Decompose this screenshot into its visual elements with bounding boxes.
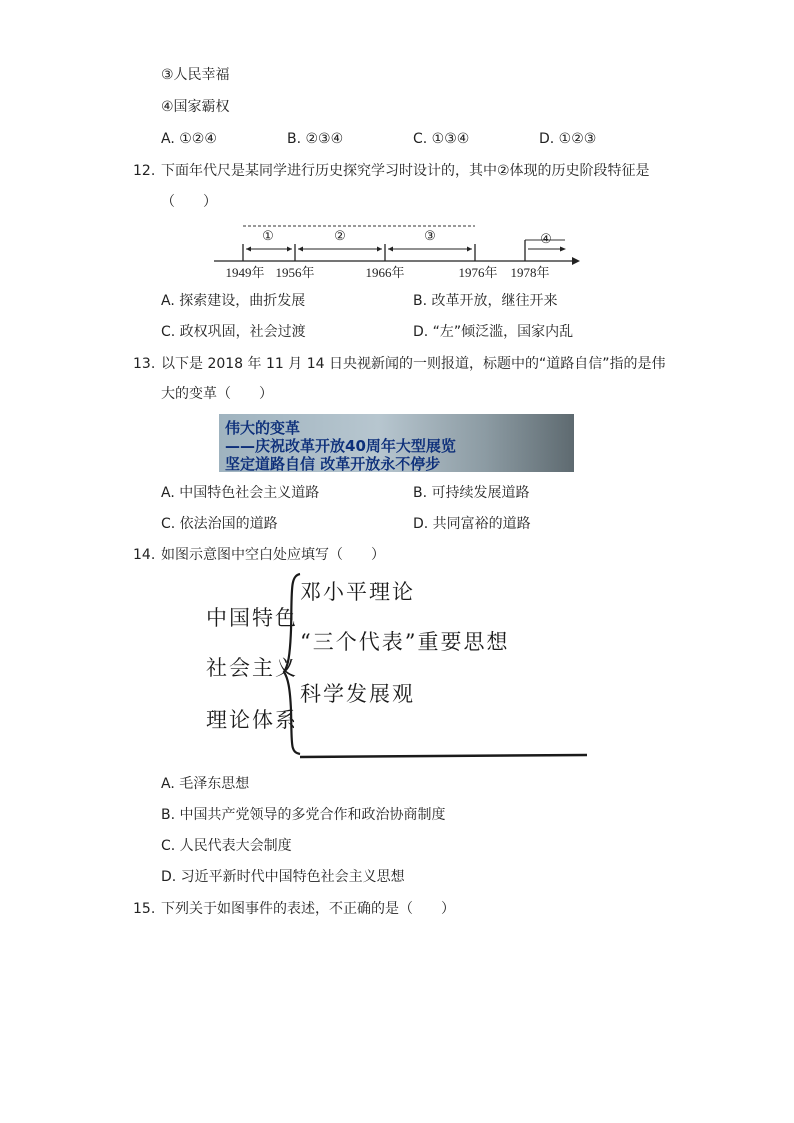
handwritten-diagram [200, 570, 600, 765]
hand-right-line3: 科学发展观 [300, 682, 415, 706]
q11-item-3: ③人民幸福 [161, 67, 230, 83]
q12-stem: 下面年代尺是某同学进行历史探究学习时设计的，其中②体现的历史阶段特征是 [161, 163, 650, 179]
q13-stem-line1: 以下是 2018 年 11 月 14 日央视新闻的一则报道，标题中的“道路自信”指的是伟 [161, 356, 666, 372]
timeline-seg-2: ② [334, 228, 346, 243]
q13-option-d[interactable]: D. 共同富裕的道路 [413, 516, 531, 532]
news-banner-image [219, 414, 574, 472]
q13-option-b[interactable]: B. 可持续发展道路 [413, 485, 530, 501]
hand-right-line2: “三个代表”重要思想 [300, 630, 510, 654]
hand-right-line1: 邓小平理论 [300, 580, 415, 604]
timeline-seg-3: ③ [424, 228, 436, 243]
q11-option-a[interactable]: A. ①②④ [161, 131, 217, 147]
q14-option-c[interactable]: C. 人民代表大会制度 [161, 838, 292, 854]
timeline-year-1966: 1966年 [365, 265, 405, 280]
timeline-seg-4: ④ [540, 231, 552, 246]
q13-option-c[interactable]: C. 依法治国的道路 [161, 516, 278, 532]
q14-number: 14. [133, 547, 156, 563]
q11-item-4: ④国家霸权 [161, 99, 230, 115]
timeline-year-1978: 1978年 [510, 265, 550, 280]
q11-option-c[interactable]: C. ①③④ [413, 131, 470, 147]
q13-number: 13. [133, 356, 156, 372]
timeline-year-1956: 1956年 [275, 265, 315, 280]
hand-left-line1: 中国特色 [206, 606, 298, 630]
q14-option-d[interactable]: D. 习近平新时代中国特色社会主义思想 [161, 869, 405, 885]
q12-option-d[interactable]: D. “左”倾泛滥，国家内乱 [413, 324, 574, 340]
q11-option-d[interactable]: D. ①②③ [539, 131, 597, 147]
hand-left-line2: 社会主义 [206, 656, 298, 680]
q14-option-b[interactable]: B. 中国共产党领导的多党合作和政治协商制度 [161, 807, 446, 823]
q12-option-a[interactable]: A. 探索建设，曲折发展 [161, 293, 306, 309]
q12-answer-paren: （ ） [161, 194, 217, 210]
q15-number: 15. [133, 901, 156, 917]
timeline-year-1976: 1976年 [458, 265, 498, 280]
q13-option-a[interactable]: A. 中国特色社会主义道路 [161, 485, 320, 501]
timeline-seg-1: ① [262, 228, 274, 243]
q14-option-a[interactable]: A. 毛泽东思想 [161, 776, 250, 792]
timeline-year-1949: 1949年 [225, 265, 265, 280]
q14-stem: 如图示意图中空白处应填写（ ） [161, 547, 385, 563]
q12-number: 12. [133, 163, 156, 179]
banner-title: 伟大的变革 [225, 419, 301, 437]
banner-subtitle: ——庆祝改革开放40周年大型展览 [225, 437, 456, 455]
q15-stem: 下列关于如图事件的表述，不正确的是（ ） [161, 901, 455, 917]
timeline-figure [210, 222, 590, 282]
q12-option-c[interactable]: C. 政权巩固，社会过渡 [161, 324, 306, 340]
banner-slogan: 坚定道路自信 改革开放永不停步 [225, 455, 441, 472]
hand-left-line3: 理论体系 [206, 708, 298, 732]
q11-option-b[interactable]: B. ②③④ [287, 131, 344, 147]
q12-option-b[interactable]: B. 改革开放，继往开来 [413, 293, 558, 309]
q13-stem-line2: 大的变革（ ） [161, 386, 273, 402]
